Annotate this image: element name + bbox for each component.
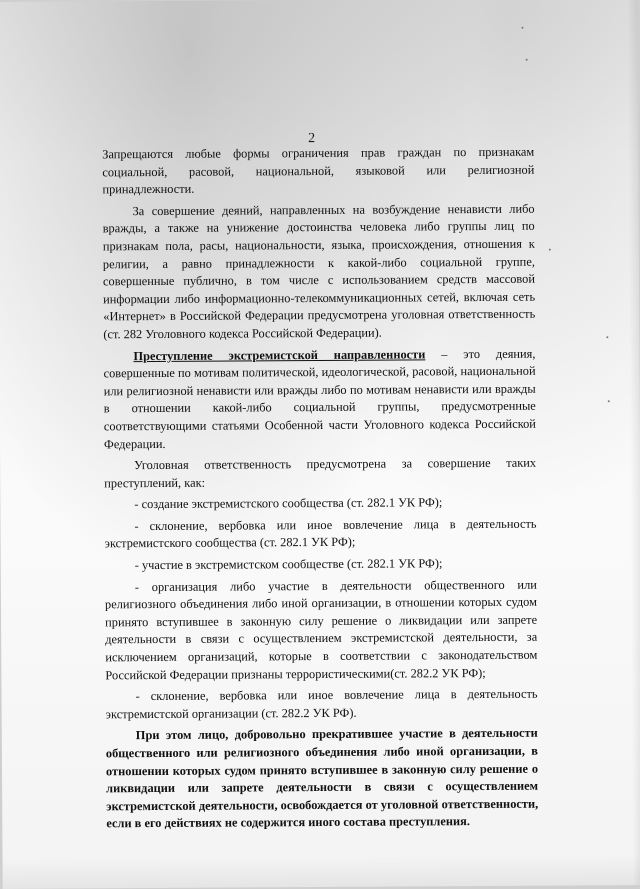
paragraph-restrictions: Запрещаются любые формы ограничения прав граждан по признакам социальной, расовой, национальной, языковой или религиозной принадлежности.	[102, 144, 535, 197]
list-item: - склонение, вербовка или иное вовлечение лица в деятельность экстремистского сообщества (ст. 282.1 УК РФ);	[104, 516, 537, 551]
paragraph-liability-282: За совершение деяний, направленных на возбуждение ненависти либо вражды, а также на унижение достоинства человека либо группы лиц по признакам пола, расы, национальности, языка, происхождения, отношения к религии, а равно принадлежности к какой-либо социальной группе, совершенные публично, в том числе с использованием средств массовой информации либо информационно-телекоммуникационных сетей, включая сеть «Интернет» в Российской Федерации предусмотрена уголовная ответственность (ст. 282 Уголовного кодекса Российской Федерации).	[102, 201, 536, 342]
list-item: - склонение, вербовка или иное вовлечение лица в деятельность экстремистской организации (ст. 282.2 УК РФ).	[105, 686, 538, 722]
defined-term: Преступление экстремистской направленности	[133, 346, 426, 363]
list-item: - участие в экстремистском сообществе (ст. 282.1 УК РФ);	[134, 556, 443, 573]
paragraph-exemption: При этом лицо, добровольно прекратившее участие в деятельности общественного или религиозного объединения либо иной организации, в отношении которых судом принято вступившее в законную силу решение о ликвидации или запрете деятельности в связи с осуществлением экстремистской деятельности, освобождается от уголовной ответственности, если в его действиях не содержится иного состава преступления.	[105, 726, 539, 831]
scan-artifact	[521, 27, 523, 29]
scan-artifact	[606, 336, 608, 338]
page-edge-shadow	[627, 0, 640, 885]
scan-artifact	[608, 400, 610, 402]
paragraph-extremist-crime-definition	[103, 345, 536, 453]
list-item: - организация либо участие в деятельности общественного или религиозного объединения либо иной организации, в отношении которых судом принято вступившее в законную силу решение о ликвидации или запрете деятельности в связи с осуществлением экстремистской деятельности, за исключением организаций, которые в соответствии с законодательством Российской Федерации признаны террористическими(ст. 282.2 УК РФ);	[104, 577, 538, 682]
list-item: - создание экстремистского сообщества (ст. 282.1 УК РФ);	[134, 495, 443, 512]
page-number: 2	[308, 131, 316, 147]
document-body	[102, 144, 538, 838]
definition-text: – это деяния, совершенные по мотивам политической, идеологической, расовой, национальной или религиозной ненависти или вражды либо по мотивам ненависти или вражды в отношении какой-либо социальной группы, предусмотренные соответствующими статьями Особенной части Уголовного кодекса Российской Федерации.	[103, 346, 536, 451]
scan-artifact	[549, 249, 551, 251]
page-bottom-shadow	[3, 855, 640, 889]
paragraph-liability-intro: Уголовная ответственность предусмотрена за совершение таких преступлений, как:	[104, 455, 537, 491]
scan-artifact	[526, 59, 528, 61]
